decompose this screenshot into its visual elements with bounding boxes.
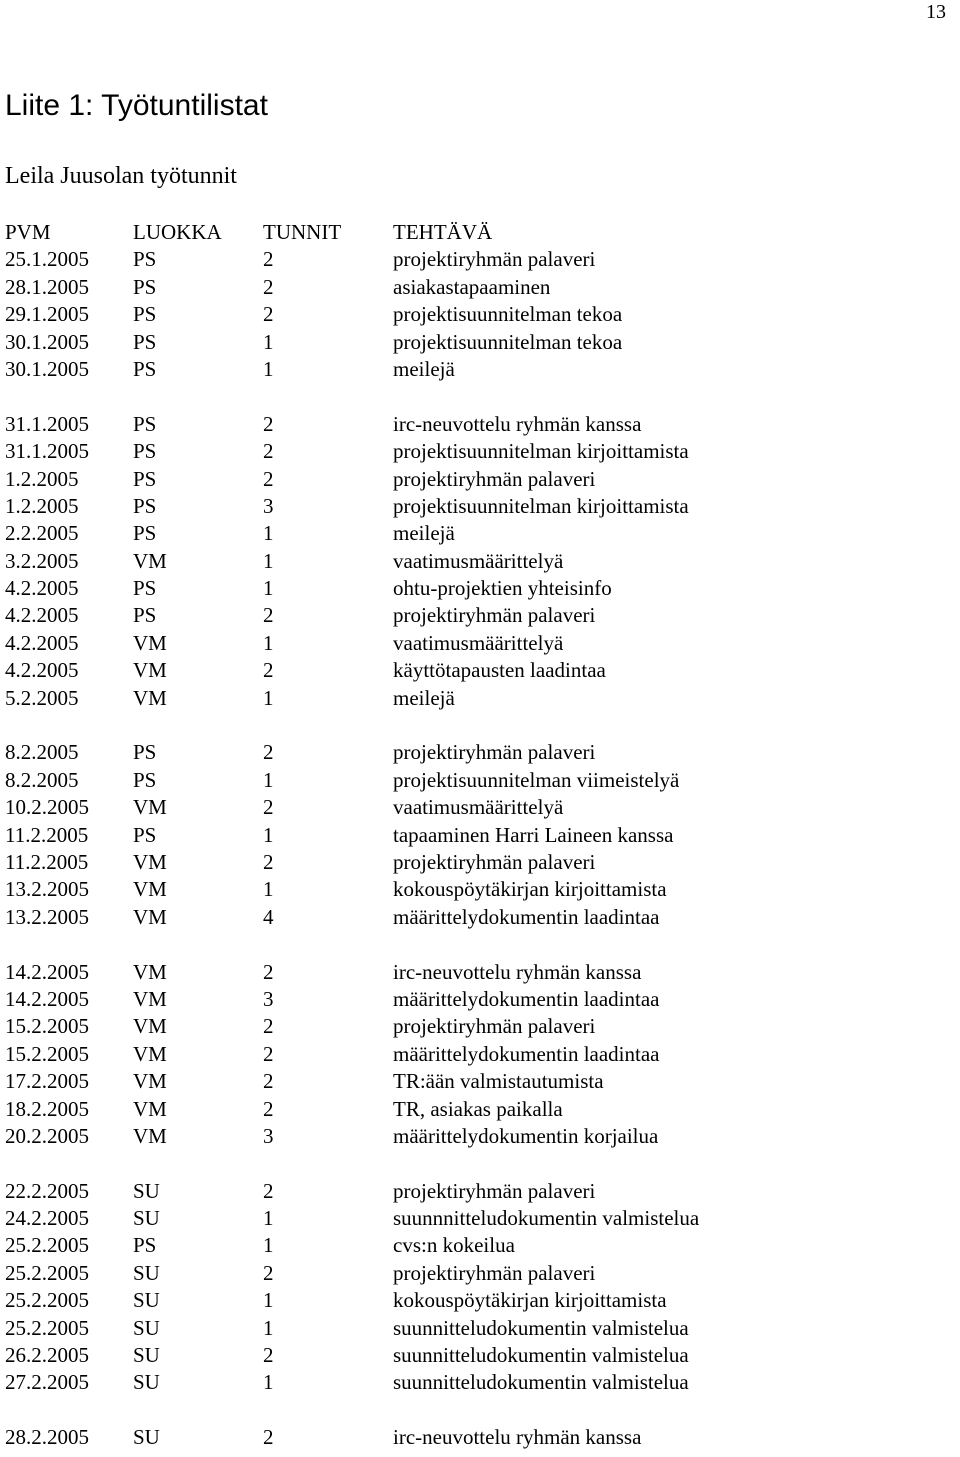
cell-hours: 1 bbox=[263, 1315, 274, 1340]
cell-date: 13.2.2005 bbox=[5, 877, 89, 902]
table-row bbox=[5, 466, 960, 493]
page-number: 13 bbox=[926, 1, 946, 23]
cell-task: TR, asiakas paikalla bbox=[393, 1096, 563, 1121]
cell-class: VM bbox=[133, 1096, 167, 1121]
cell-hours: 2 bbox=[263, 603, 274, 628]
cell-class: PS bbox=[133, 274, 157, 299]
cell-hours: 1 bbox=[263, 822, 274, 847]
cell-date: 11.2.2005 bbox=[5, 822, 89, 847]
cell-date: 14.2.2005 bbox=[5, 986, 89, 1011]
cell-class: SU bbox=[133, 1315, 160, 1340]
cell-date: 8.2.2005 bbox=[5, 767, 79, 792]
cell-date: 17.2.2005 bbox=[5, 1069, 89, 1094]
cell-task: suunnnitteludokumentin valmistelua bbox=[393, 1206, 700, 1231]
cell-date: 25.2.2005 bbox=[5, 1315, 89, 1340]
cell-hours: 2 bbox=[263, 274, 274, 299]
cell-class: PS bbox=[133, 740, 157, 765]
table-row bbox=[5, 493, 960, 520]
cell-task: cvs:n kokeilua bbox=[393, 1233, 515, 1258]
cell-task: suunnitteludokumentin valmistelua bbox=[393, 1370, 689, 1395]
cell-date: 8.2.2005 bbox=[5, 740, 79, 765]
cell-class: PS bbox=[133, 767, 157, 792]
cell-hours: 2 bbox=[263, 795, 274, 820]
cell-date: 25.2.2005 bbox=[5, 1233, 89, 1258]
cell-class: SU bbox=[133, 1178, 160, 1203]
cell-class: PS bbox=[133, 521, 157, 546]
cell-task: projektisuunnitelman tekoa bbox=[393, 302, 623, 327]
cell-class: VM bbox=[133, 1041, 167, 1066]
cell-hours: 3 bbox=[263, 493, 274, 518]
cell-date: 28.2.2005 bbox=[5, 1425, 89, 1450]
cell-hours: 2 bbox=[263, 1425, 274, 1450]
cell-hours: 2 bbox=[263, 466, 274, 491]
cell-hours: 2 bbox=[263, 1178, 274, 1203]
cell-date: 13.2.2005 bbox=[5, 904, 89, 929]
table-row bbox=[5, 1013, 960, 1040]
cell-task: meilejä bbox=[393, 356, 455, 381]
cell-hours: 2 bbox=[263, 1343, 274, 1368]
cell-date: 1.2.2005 bbox=[5, 493, 79, 518]
cell-task: käyttötapausten laadintaa bbox=[393, 658, 606, 683]
cell-task: projektisuunnitelman kirjoittamista bbox=[393, 439, 689, 464]
cell-task: vaatimusmäärittelyä bbox=[393, 630, 564, 655]
cell-task: kokouspöytäkirjan kirjoittamista bbox=[393, 877, 667, 902]
cell-hours: 2 bbox=[263, 302, 274, 327]
cell-class: PS bbox=[133, 247, 157, 272]
table-row bbox=[5, 1342, 960, 1369]
cell-class: VM bbox=[133, 658, 167, 683]
cell-hours: 1 bbox=[263, 1206, 274, 1231]
cell-task: suunnitteludokumentin valmistelua bbox=[393, 1343, 689, 1368]
cell-date: 31.1.2005 bbox=[5, 439, 89, 464]
cell-date: 31.1.2005 bbox=[5, 411, 89, 436]
table-row bbox=[5, 630, 960, 657]
table-row bbox=[5, 959, 960, 986]
cell-class: VM bbox=[133, 1014, 167, 1039]
cell-hours: 1 bbox=[263, 630, 274, 655]
cell-class: VM bbox=[133, 630, 167, 655]
cell-hours: 2 bbox=[263, 439, 274, 464]
cell-hours: 3 bbox=[263, 986, 274, 1011]
cell-task: suunnitteludokumentin valmistelua bbox=[393, 1315, 689, 1340]
table-row bbox=[5, 1287, 960, 1314]
table-row bbox=[5, 904, 960, 931]
cell-class: VM bbox=[133, 548, 167, 573]
table-row bbox=[5, 1315, 960, 1342]
cell-hours: 1 bbox=[263, 877, 274, 902]
cell-task: määrittelydokumentin korjailua bbox=[393, 1123, 659, 1148]
cell-task: projektiryhmän palaveri bbox=[393, 1014, 596, 1039]
column-header-hours: TUNNIT bbox=[263, 220, 342, 244]
cell-task: kokouspöytäkirjan kirjoittamista bbox=[393, 1288, 667, 1313]
cell-hours: 2 bbox=[263, 247, 274, 272]
cell-date: 11.2.2005 bbox=[5, 849, 89, 874]
cell-date: 14.2.2005 bbox=[5, 959, 89, 984]
cell-class: PS bbox=[133, 822, 157, 847]
cell-class: VM bbox=[133, 959, 167, 984]
table-row bbox=[5, 1260, 960, 1287]
cell-date: 10.2.2005 bbox=[5, 795, 89, 820]
cell-hours: 1 bbox=[263, 576, 274, 601]
cell-hours: 2 bbox=[263, 740, 274, 765]
cell-task: projektisuunnitelman tekoa bbox=[393, 329, 623, 354]
cell-date: 15.2.2005 bbox=[5, 1041, 89, 1066]
cell-hours: 2 bbox=[263, 658, 274, 683]
cell-date: 25.1.2005 bbox=[5, 247, 89, 272]
table-row bbox=[5, 986, 960, 1013]
table-row bbox=[5, 411, 960, 438]
cell-task: meilejä bbox=[393, 685, 455, 710]
cell-date: 24.2.2005 bbox=[5, 1206, 89, 1231]
table-row bbox=[5, 1178, 960, 1205]
cell-class: VM bbox=[133, 986, 167, 1011]
cell-hours: 1 bbox=[263, 1370, 274, 1395]
column-header-class: LUOKKA bbox=[133, 220, 222, 244]
cell-date: 25.2.2005 bbox=[5, 1260, 89, 1285]
table-row bbox=[5, 849, 960, 876]
cell-task: asiakastapaaminen bbox=[393, 274, 551, 299]
cell-class: PS bbox=[133, 411, 157, 436]
table-row bbox=[5, 438, 960, 465]
cell-task: määrittelydokumentin laadintaa bbox=[393, 1041, 660, 1066]
cell-hours: 3 bbox=[263, 1123, 274, 1148]
cell-task: projektiryhmän palaveri bbox=[393, 849, 596, 874]
worklog-table bbox=[5, 219, 960, 1452]
cell-class: PS bbox=[133, 1233, 157, 1258]
cell-hours: 1 bbox=[263, 356, 274, 381]
cell-class: PS bbox=[133, 302, 157, 327]
table-row bbox=[5, 1369, 960, 1396]
cell-task: määrittelydokumentin laadintaa bbox=[393, 986, 660, 1011]
cell-hours: 2 bbox=[263, 1069, 274, 1094]
table-row bbox=[5, 246, 960, 273]
cell-class: VM bbox=[133, 877, 167, 902]
table-row bbox=[5, 822, 960, 849]
cell-hours: 2 bbox=[263, 959, 274, 984]
cell-date: 29.1.2005 bbox=[5, 302, 89, 327]
cell-task: ohtu-projektien yhteisinfo bbox=[393, 576, 612, 601]
page-title: Liite 1: Työtuntilistat bbox=[5, 89, 268, 122]
section-title: Leila Juusolan työtunnit bbox=[5, 163, 237, 189]
table-body bbox=[5, 246, 960, 1451]
cell-date: 20.2.2005 bbox=[5, 1123, 89, 1148]
cell-hours: 1 bbox=[263, 1233, 274, 1258]
table-row bbox=[5, 876, 960, 903]
cell-class: PS bbox=[133, 329, 157, 354]
cell-class: SU bbox=[133, 1260, 160, 1285]
cell-class: SU bbox=[133, 1370, 160, 1395]
cell-hours: 2 bbox=[263, 1260, 274, 1285]
cell-class: PS bbox=[133, 356, 157, 381]
cell-class: SU bbox=[133, 1206, 160, 1231]
cell-task: projektisuunnitelman viimeistelyä bbox=[393, 767, 680, 792]
cell-class: VM bbox=[133, 1123, 167, 1148]
cell-class: VM bbox=[133, 849, 167, 874]
table-row bbox=[5, 739, 960, 766]
cell-hours: 4 bbox=[263, 904, 274, 929]
cell-task: irc-neuvottelu ryhmän kanssa bbox=[393, 411, 642, 436]
cell-task: irc-neuvottelu ryhmän kanssa bbox=[393, 959, 642, 984]
cell-class: PS bbox=[133, 439, 157, 464]
table-row bbox=[5, 520, 960, 547]
table-row bbox=[5, 767, 960, 794]
cell-task: projektiryhmän palaveri bbox=[393, 247, 596, 272]
cell-class: VM bbox=[133, 795, 167, 820]
cell-task: määrittelydokumentin laadintaa bbox=[393, 904, 660, 929]
cell-task: TR:ään valmistautumista bbox=[393, 1069, 604, 1094]
cell-date: 25.2.2005 bbox=[5, 1288, 89, 1313]
cell-hours: 2 bbox=[263, 411, 274, 436]
table-row bbox=[5, 1232, 960, 1259]
cell-task: projektiryhmän palaveri bbox=[393, 466, 596, 491]
cell-hours: 2 bbox=[263, 1096, 274, 1121]
table-row bbox=[5, 356, 960, 383]
cell-date: 3.2.2005 bbox=[5, 548, 79, 573]
cell-date: 15.2.2005 bbox=[5, 1014, 89, 1039]
cell-class: PS bbox=[133, 466, 157, 491]
table-row bbox=[5, 602, 960, 629]
cell-date: 1.2.2005 bbox=[5, 466, 79, 491]
cell-hours: 1 bbox=[263, 767, 274, 792]
cell-date: 4.2.2005 bbox=[5, 576, 79, 601]
cell-date: 2.2.2005 bbox=[5, 521, 79, 546]
table-row bbox=[5, 1123, 960, 1150]
cell-hours: 1 bbox=[263, 329, 274, 354]
table-row bbox=[5, 1096, 960, 1123]
cell-task: projektiryhmän palaveri bbox=[393, 1260, 596, 1285]
cell-hours: 1 bbox=[263, 521, 274, 546]
cell-class: VM bbox=[133, 1069, 167, 1094]
cell-date: 18.2.2005 bbox=[5, 1096, 89, 1121]
cell-date: 4.2.2005 bbox=[5, 603, 79, 628]
cell-hours: 1 bbox=[263, 685, 274, 710]
table-row bbox=[5, 301, 960, 328]
cell-date: 4.2.2005 bbox=[5, 658, 79, 683]
cell-date: 30.1.2005 bbox=[5, 356, 89, 381]
cell-date: 26.2.2005 bbox=[5, 1343, 89, 1368]
table-row bbox=[5, 1041, 960, 1068]
table-row bbox=[5, 685, 960, 712]
cell-date: 22.2.2005 bbox=[5, 1178, 89, 1203]
cell-task: tapaaminen Harri Laineen kanssa bbox=[393, 822, 674, 847]
cell-hours: 2 bbox=[263, 1041, 274, 1066]
cell-class: PS bbox=[133, 576, 157, 601]
cell-class: VM bbox=[133, 685, 167, 710]
table-row bbox=[5, 329, 960, 356]
table-row bbox=[5, 548, 960, 575]
cell-task: projektisuunnitelman kirjoittamista bbox=[393, 493, 689, 518]
cell-date: 5.2.2005 bbox=[5, 685, 79, 710]
table-row bbox=[5, 657, 960, 684]
cell-task: vaatimusmäärittelyä bbox=[393, 795, 564, 820]
cell-class: PS bbox=[133, 493, 157, 518]
cell-class: SU bbox=[133, 1343, 160, 1368]
cell-date: 4.2.2005 bbox=[5, 630, 79, 655]
table-row bbox=[5, 794, 960, 821]
cell-task: meilejä bbox=[393, 521, 455, 546]
table-row bbox=[5, 274, 960, 301]
cell-hours: 1 bbox=[263, 1288, 274, 1313]
cell-task: projektiryhmän palaveri bbox=[393, 1178, 596, 1203]
table-row bbox=[5, 575, 960, 602]
cell-date: 30.1.2005 bbox=[5, 329, 89, 354]
cell-date: 27.2.2005 bbox=[5, 1370, 89, 1395]
cell-class: SU bbox=[133, 1425, 160, 1450]
table-row bbox=[5, 1424, 960, 1451]
cell-hours: 2 bbox=[263, 1014, 274, 1039]
cell-task: projektiryhmän palaveri bbox=[393, 603, 596, 628]
cell-hours: 1 bbox=[263, 548, 274, 573]
cell-task: vaatimusmäärittelyä bbox=[393, 548, 564, 573]
cell-class: VM bbox=[133, 904, 167, 929]
table-header-row bbox=[5, 219, 960, 246]
cell-date: 28.1.2005 bbox=[5, 274, 89, 299]
table-row bbox=[5, 1205, 960, 1232]
cell-task: irc-neuvottelu ryhmän kanssa bbox=[393, 1425, 642, 1450]
cell-class: PS bbox=[133, 603, 157, 628]
cell-class: SU bbox=[133, 1288, 160, 1313]
table-row bbox=[5, 1068, 960, 1095]
column-header-date: PVM bbox=[5, 220, 51, 244]
cell-hours: 2 bbox=[263, 849, 274, 874]
column-header-task: TEHTÄVÄ bbox=[393, 220, 493, 244]
cell-task: projektiryhmän palaveri bbox=[393, 740, 596, 765]
